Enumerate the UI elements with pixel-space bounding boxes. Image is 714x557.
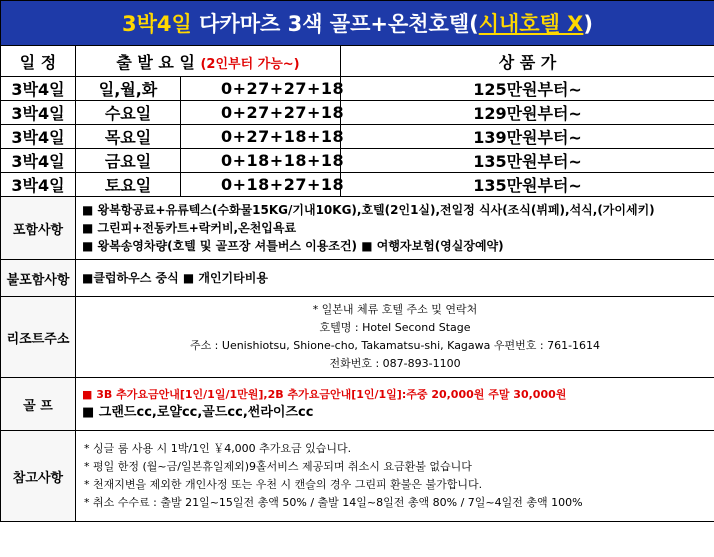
note-line: * 평일 한정 (월~금/일본휴일제외)9홀서비스 제공되며 취소시 요금환불 없습니다 xyxy=(84,460,472,473)
row-schedule: 3박4일 xyxy=(1,149,76,173)
included-line: ■ 왕복송영차량(호텔 및 골프장 셔틀버스 이용조건) ■ 여행자보험(영실장예약) xyxy=(82,239,504,253)
golf-content xyxy=(76,378,714,431)
row-rounds: 0+18+18+18 xyxy=(181,149,341,173)
row-price: 129만원부터~ xyxy=(341,101,714,125)
title-hotel-note: 시내호텔 X xyxy=(478,12,584,36)
header-row xyxy=(1,46,714,77)
table-row xyxy=(1,173,714,197)
header-departure-note: (2인부터 가능~) xyxy=(200,56,300,72)
table-row xyxy=(1,77,714,101)
row-rounds: 0+27+27+18 xyxy=(181,77,341,101)
row-day: 토요일 xyxy=(76,173,181,197)
resort-content xyxy=(76,297,714,378)
excluded-row xyxy=(1,260,714,297)
row-rounds: 0+27+18+18 xyxy=(181,125,341,149)
header-departure xyxy=(76,46,341,77)
included-line: ■ 왕복항공료+유류텍스(수화물15KG/기내10KG),호텔(2인1실),전일정 식사(조식(뷔페),석식,(가이세키) xyxy=(82,203,655,217)
note-line: * 싱글 룸 사용 시 1박/1인 ￥4,000 추가요금 있습니다. xyxy=(84,442,352,455)
excluded-label: 불포함사항 xyxy=(1,260,76,297)
row-schedule: 3박4일 xyxy=(1,173,76,197)
row-price: 135만원부터~ xyxy=(341,173,714,197)
row-day: 일,월,화 xyxy=(76,77,181,101)
title-duration: 3박4일 xyxy=(122,12,192,36)
golf-courses-line: ■ 그랜드cc,로얄cc,골드cc,썬라이즈cc xyxy=(82,405,314,420)
row-schedule: 3박4일 xyxy=(1,101,76,125)
resort-label: 리조트주소 xyxy=(1,297,76,378)
header-schedule: 일 정 xyxy=(1,46,76,77)
page-title xyxy=(1,1,714,46)
golf-fee-line: ■ 3B 추가요금안내[1인/1일/1만원],2B 추가요금안내[1인/1일]:주중 20,000원 주말 30,000원 xyxy=(82,388,567,401)
table-row xyxy=(1,101,714,125)
notes-row xyxy=(1,431,714,522)
table-row xyxy=(1,149,714,173)
row-day: 수요일 xyxy=(76,101,181,125)
row-schedule: 3박4일 xyxy=(1,125,76,149)
golf-label: 골 프 xyxy=(1,378,76,431)
note-line: * 취소 수수료 : 출발 21일~15일전 총액 50% / 출발 14일~8일전 총액 80% / 7일~4일전 총액 100% xyxy=(84,496,583,509)
row-price: 135만원부터~ xyxy=(341,149,714,173)
golf-row xyxy=(1,378,714,431)
table-row xyxy=(1,125,714,149)
notes-content xyxy=(76,431,714,522)
title-main: 다카마츠 3색 골프+온천호텔( xyxy=(191,12,479,36)
included-content xyxy=(76,197,714,260)
excluded-content: ■클럽하우스 중식 ■ 개인기타비용 xyxy=(76,260,714,297)
row-rounds: 0+27+27+18 xyxy=(181,101,341,125)
row-rounds: 0+18+27+18 xyxy=(181,173,341,197)
row-price: 139만원부터~ xyxy=(341,125,714,149)
included-label: 포함사항 xyxy=(1,197,76,260)
title-close: ) xyxy=(583,12,593,36)
included-row xyxy=(1,197,714,260)
note-line: * 천재지변을 제외한 개인사정 또는 우천 시 캔슬의 경우 그린피 환불은 불가합니다. xyxy=(84,478,483,491)
resort-line: 주소 : Uenishiotsu, Shione-cho, Takamatsu-shi, Kagawa 우편번호 : 761-1614 xyxy=(189,339,601,352)
included-line: ■ 그린피+전동카트+락커비,온천입욕료 xyxy=(82,221,297,235)
header-departure-label: 출 발 요 일 xyxy=(116,52,195,72)
notes-label: 참고사항 xyxy=(1,431,76,522)
row-schedule: 3박4일 xyxy=(1,77,76,101)
resort-line: 전화번호 : 087-893-1100 xyxy=(329,357,461,370)
row-price: 125만원부터~ xyxy=(341,77,714,101)
resort-row xyxy=(1,297,714,378)
row-day: 목요일 xyxy=(76,125,181,149)
resort-line: 호텔명 : Hotel Second Stage xyxy=(319,321,471,334)
header-price: 상 품 가 xyxy=(341,46,714,77)
resort-line: * 일본내 체류 호텔 주소 및 연락처 xyxy=(312,303,478,316)
row-day: 금요일 xyxy=(76,149,181,173)
